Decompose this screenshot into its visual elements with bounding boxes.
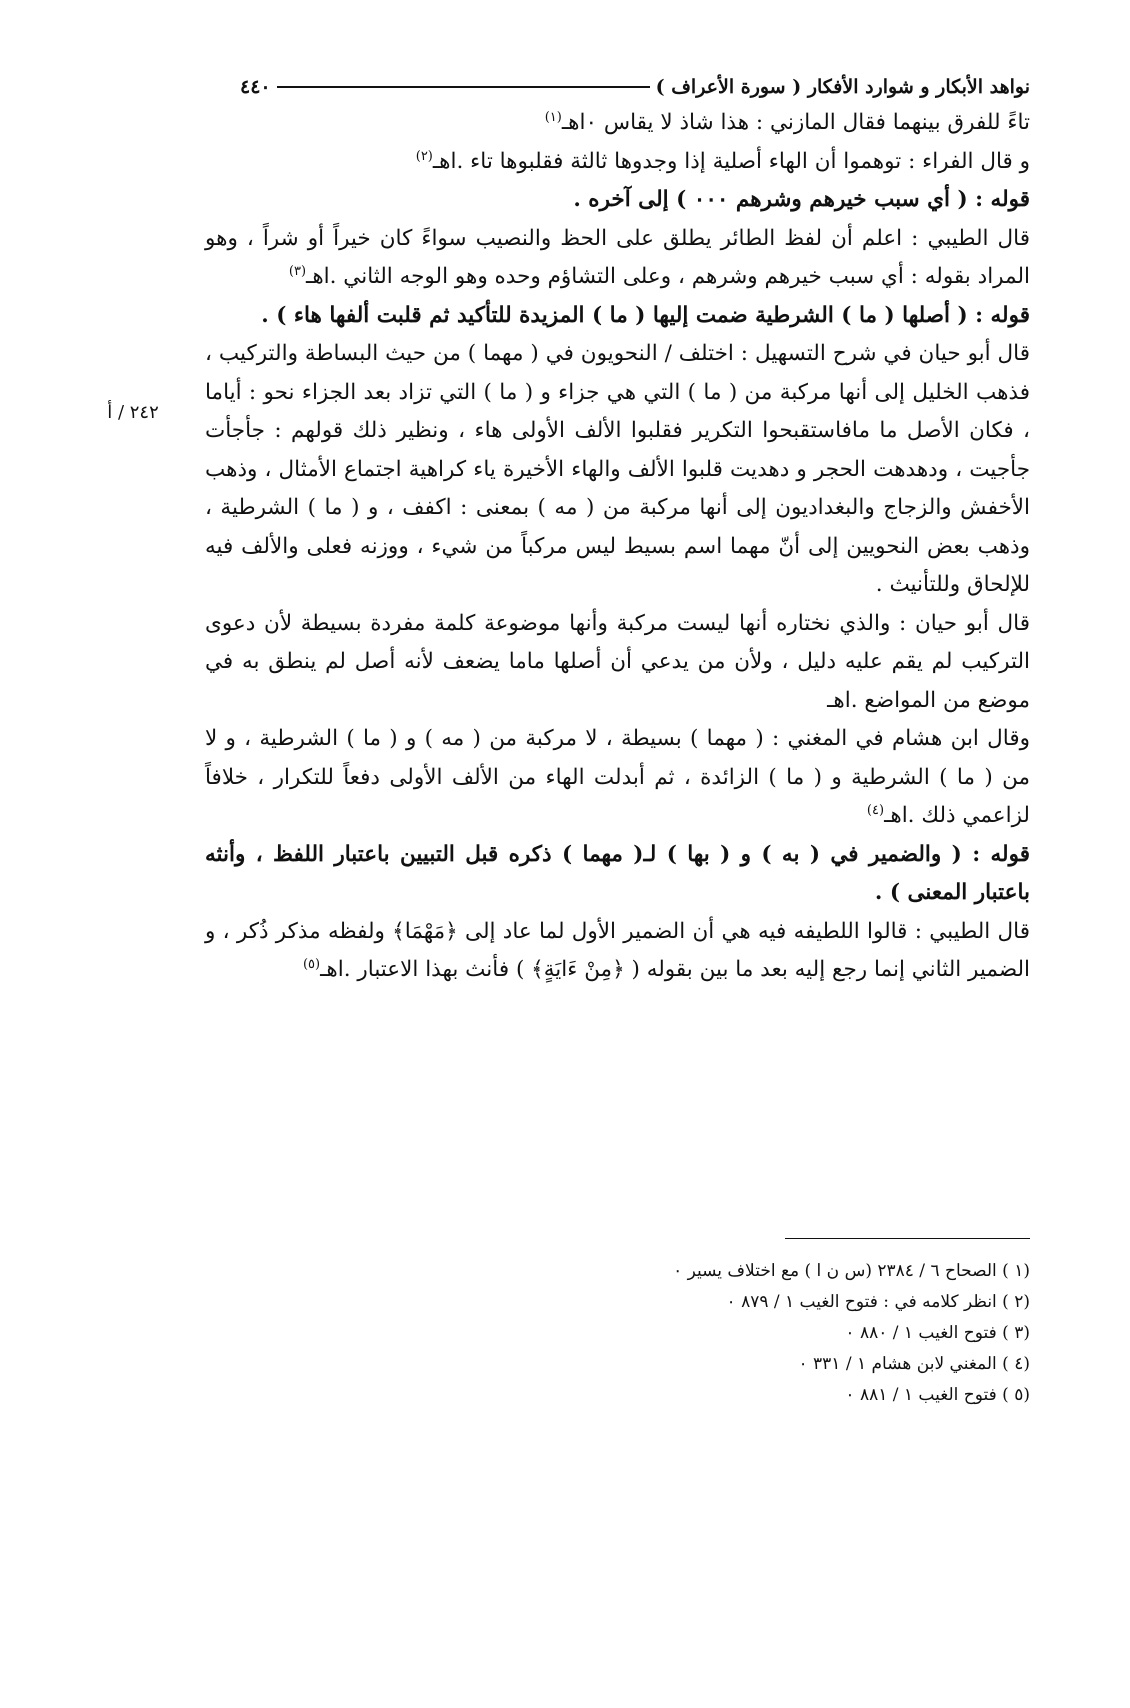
footnote-ref: (٤) [866,802,885,818]
book-title: نواهد الأبكار و شوارد الأفكار ( سورة الأعراف ) [655,76,1030,98]
page-number: ٤٤٠ [240,76,271,98]
quoted-heading: قوله : ( أي سبب خيرهم وشرهم ٠٠٠ ) إلى آخره . [573,187,1030,212]
manuscript-folio-note: ٢٤٢ / أ [107,402,159,423]
paragraph: قال الطيبي : قالوا اللطيفه فيه هي أن الضمير الأول لما عاد إلى ﴿مَهْمَا﴾ ولفظه مذكر ذُكر ، و الضمير الثاني إنما رجع إليه بعد ما بين بقوله ( ﴿مِنْ ءَايَةٍ﴾ ) فأنث بهذا الاعتبار .اهـ$^{(٥)}$ [205,918,1030,982]
quoted-heading: قوله : ( أصلها ( ما ) الشرطية ضمت إليها ( ما ) المزيدة للتأكيد ثم قلبت ألفها هاء ) . [261,302,1030,328]
footnote-separator [785,1238,1030,1239]
footnote: (٢ ) انظر كلامه في : فتوح الغيب ١ / ٨٧٩ ٠ [726,1292,1030,1312]
paragraph: قال أبو حيان في شرح التسهيل : اختلف / النحويون في ( مهما ) من حيث البساطة والتركيب ، فذهب الخليل إلى أنها مركبة من ( ما ) التي هي جزاء و ( ما ) التي تزاد بعد الجزاء نحو : أياما ، فكان الأصل ما مافاستقبحوا التكرير فقلبوا الألف الأولى هاء ، ونظير ذلك قولهم : جأجأت جأجيت ، ودهدهت الحجر و دهديت قلبوا الألف والهاء الأخيرة ياء كراهية اجتماع الأمثال ، وذهب الأخفش والزجاج والبغداديون إلى أنها مركبة من ( مه ) بمعنى : اكفف ، و ( ما ) الشرطية ، وذهب بعض النحويين إلى أنّ مهما اسم بسيط ليس مركباً من شيء ، ووزنه فعلى والألف فيه للإلحاق وللتأنيث . [205,341,1030,597]
footnote-ref: (٣) [288,263,307,279]
footnote-ref: (٢) [415,148,433,164]
footnote: (٤ ) المغني لابن هشام ١ / ٣٣١ ٠ [798,1354,1030,1374]
footnotes [600,1256,1030,1411]
paragraph: وقال ابن هشام في المغني : ( مهما ) بسيطة ، لا مركبة من ( مه ) و ( ما ) الشرطية ، و لا من ( ما ) الشرطية و ( ما ) الزائدة ، ثم أبدلت الهاء من الألف الأولى دفعاً للتكرار ، خلافاً لزاعمي ذلك .اهـ$^{(٤)}$ [205,726,1030,828]
footnote: (٣ ) فتوح الغيب ١ / ٨٨٠ ٠ [845,1323,1030,1343]
paragraph: و قال الفراء : توهموا أن الهاء أصلية إذا وجدوها ثالثة فقلبوها تاء .اهـ$^{(٢)}$ [415,148,1030,174]
footnote: (٥ ) فتوح الغيب ١ / ٨٨١ ٠ [845,1385,1030,1405]
paragraph: قال أبو حيان : والذي نختاره أنها ليست مركبة وأنها موضوعة كلمة مفردة بسيطة لأن دعوى التركيب لم يقم عليه دليل ، ولأن من يدعي أن أصلها ماما يضعف لأنه أصل لم ينطق به في موضع من المواضع .اهـ [205,610,1030,713]
header-rule [277,86,650,88]
main-text [205,104,1030,990]
footnote: (١ ) الصحاح ٦ / ٢٣٨٤ (س ن ا ) مع اختلاف يسير ٠ [673,1261,1030,1281]
paragraph: قال الطيبي : اعلم أن لفظ الطائر يطلق على الحظ والنصيب سواءً كان خيراً أو شراً ، وهو المراد بقوله : أي سبب خيرهم وشرهم ، وعلى التشاؤم وحده وهو الوجه الثاني .اهـ$^{(٣)}$ [205,225,1030,289]
running-header [240,70,1030,104]
paragraph: تاءً للفرق بينهما فقال المازني : هذا شاذ لا يقاس ٠اهـ$^{(١)}$ [544,109,1030,135]
footnote-ref: (١) [544,109,562,125]
quoted-heading: قوله : ( والضمير في ( به ) و ( بها ) لـ( مهما ) ذكره قبل التبيين باعتبار اللفظ ، وأنثه باعتبار المعنى ) . [205,841,1030,905]
footnote-ref: (٥) [302,956,321,972]
